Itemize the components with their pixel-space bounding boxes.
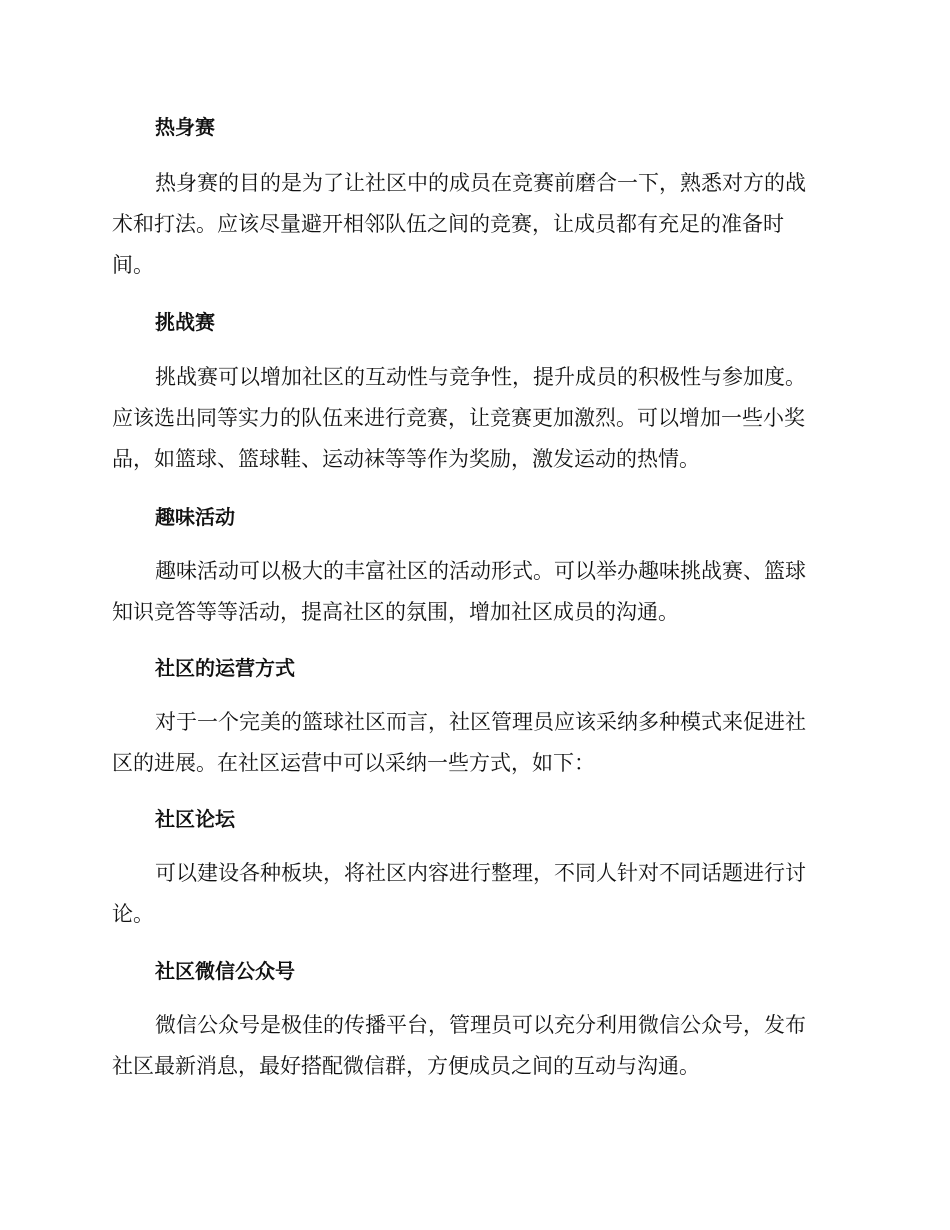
paragraph-line: 微信公众号是极佳的传播平台，管理员可以充分利用微信公众号，发布 xyxy=(155,1013,806,1037)
section-heading: 趣味活动 xyxy=(155,505,235,529)
paragraph-line: 应该选出同等实力的队伍来进行竞赛，让竞赛更加激烈。可以增加一些小奖 xyxy=(112,406,805,430)
section-heading: 社区的运营方式 xyxy=(155,656,295,680)
section-paragraph xyxy=(112,163,832,286)
section-heading: 社区微信公众号 xyxy=(155,959,295,983)
section-heading: 挑战赛 xyxy=(155,310,215,334)
paragraph-line: 间。 xyxy=(112,253,154,277)
section-heading: 热身赛 xyxy=(155,115,215,139)
paragraph-line: 社区最新消息，最好搭配微信群，方便成员之间的互动与沟通。 xyxy=(112,1054,700,1078)
section-paragraph xyxy=(112,357,832,480)
paragraph-line: 品，如篮球、篮球鞋、运动袜等等作为奖励，激发运动的热情。 xyxy=(112,447,700,471)
section-paragraph xyxy=(112,1005,832,1087)
paragraph-line: 挑战赛可以增加社区的互动性与竞争性，提升成员的积极性与参加度。 xyxy=(155,365,806,389)
paragraph-line: 知识竞答等等活动，提高社区的氛围，增加社区成员的沟通。 xyxy=(112,600,679,624)
paragraph-line: 可以建设各种板块，将社区内容进行整理，不同人针对不同话题进行讨 xyxy=(155,861,806,885)
section-paragraph xyxy=(112,551,832,633)
section-paragraph xyxy=(112,702,832,784)
paragraph-line: 术和打法。应该尽量避开相邻队伍之间的竞赛，让成员都有充足的准备时 xyxy=(112,212,784,236)
section-heading: 社区论坛 xyxy=(155,807,235,831)
paragraph-line: 区的进展。在社区运营中可以采纳一些方式，如下： xyxy=(112,751,595,775)
section-paragraph xyxy=(112,853,832,935)
paragraph-line: 论。 xyxy=(112,902,154,926)
paragraph-line: 趣味活动可以极大的丰富社区的活动形式。可以举办趣味挑战赛、篮球 xyxy=(155,559,806,583)
paragraph-line: 热身赛的目的是为了让社区中的成员在竞赛前磨合一下，熟悉对方的战 xyxy=(155,171,806,195)
paragraph-line: 对于一个完美的篮球社区而言，社区管理员应该采纳多种模式来促进社 xyxy=(155,710,806,734)
